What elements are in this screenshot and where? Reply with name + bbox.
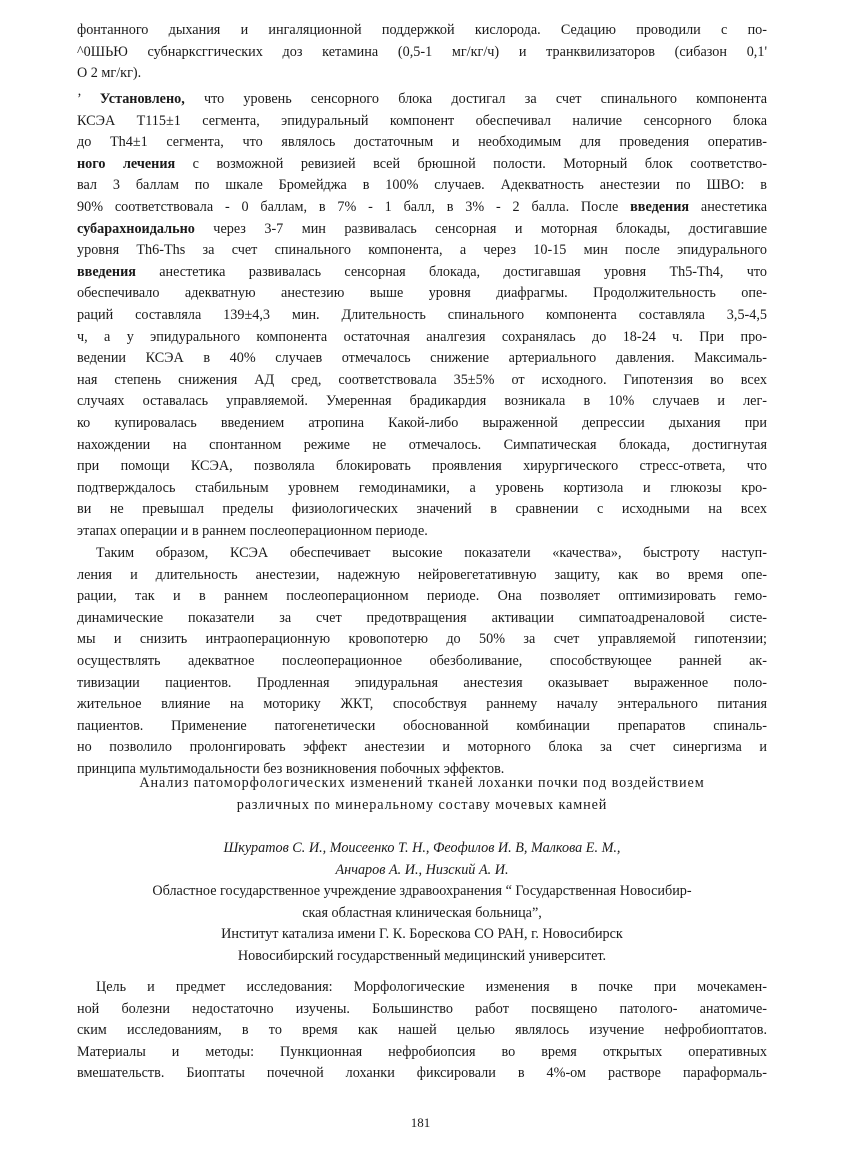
text-line: ’ Установлено, что уровень сенсорного блока достигал за счет спинального компонента [77, 91, 767, 107]
text-line: ного лечения с возможной ревизией всей брюшной полости. Моторный блок соответство- [77, 155, 767, 172]
text-line: ной болезни недостаточно изучены. Большинство работ посвящено патолого- анатомиче- [77, 1000, 767, 1017]
author-line: Анчаров А. И., Низский А. И. [335, 861, 509, 878]
text-line: подтверждалось стабильным уровнем гемодинамики, а уровень кортизола и глюкозы кро- [77, 479, 767, 496]
text-line: ная степень снижения АД сред, соответствовала 35±5% от исходного. Гипотензия во всех [77, 371, 767, 388]
author-line: Шкуратов С. И., Моисеенко Т. Н., Феофилов И. В, Малкова Е. М., [223, 840, 621, 856]
text-line: обеспечивало адекватную анестезию выше уровня диафрагмы. Продолжительность опе- [77, 285, 767, 302]
text-line: пациентов. Применение патогенетически обоснованной комбинации препаратов спиналь- [77, 717, 767, 734]
text-line: вал 3 баллам по шкале Бромейджа в 100% случаев. Адекватность анестезии по ШВО: в [77, 177, 767, 194]
text-line: ^0ШЬЮ субнаркcггических доз кетамина (0,5-1 мг/кг/ч) и транквилизаторов (сибазон 0,1' [77, 43, 767, 60]
affiliation-line: ская областная клиническая больница”, [302, 904, 542, 921]
text-line: Цель и предмет исследования: Морфологические изменения в почке при мочекамен- [96, 979, 767, 995]
text-line: этапах операции и в раннем послеоперационном периоде. [77, 522, 428, 539]
text-line: тивизации пациентов. Продленная эпидуральная анестезия оказывает выраженное поло- [77, 674, 767, 691]
conclusion-paragraph [77, 543, 767, 781]
bold-term: введения [630, 198, 690, 215]
text-line: ви не превышал пределы физиологических значений в сравнении с исходными на всех [77, 501, 767, 518]
text-line: рации, так и в раннем послеоперационном периоде. Она позволяет оптимизировать гемо- [77, 588, 767, 605]
article-authors [77, 838, 767, 881]
intro-paragraph [77, 20, 767, 85]
text-line: раций составляла 139±4,3 мин. Длительность спинального компонента составляла 3,5-4,5 [77, 306, 767, 323]
title-line: различных по минеральному составу мочевых камней [236, 796, 608, 813]
article-affiliations [77, 881, 767, 967]
text-line: Материалы и методы: Пункционная нефробиопсия во время открытых оперативных [77, 1043, 767, 1060]
text-line: ления и длительность анестезии, надежную нейровегетативную защиту, как во время опе- [77, 566, 767, 583]
text-line: уровня Th6-Ths за счет спинального компонента, а через 10-15 мин после эпидурального [77, 242, 767, 259]
text-line: до Th4±1 сегмента, что являлось достаточным и необходимым для проведения оператив- [77, 134, 767, 151]
affiliation-line: Новосибирский государственный медицинский университет. [237, 947, 607, 964]
text-line: принципа мультимодальности без возникновения побочных эффектов. [77, 760, 505, 777]
text-line: ским исследованиям, в то время как нашей целью являлось изучение нефробиоптатов. [77, 1022, 767, 1039]
affiliation-line: Областное государственное учреждение здравоохранения “ Государственная Новосибир- [152, 883, 692, 899]
page-number: 181 [410, 1115, 431, 1130]
text-line: 90% соответствовала - 0 баллам, в 7% - 1 балл, в 3% - 2 балла. После введения анестетика [77, 198, 768, 215]
title-line: Анализ патоморфологических изменений тканей лоханки почки под воздействием [139, 775, 705, 791]
text-line: ко купировалась введением атропина Какой-либо выраженной депрессии дыхания при [77, 414, 767, 431]
text-line: Таким образом, КСЭА обеспечивает высокие показатели «качества», быстроту наступ- [96, 545, 767, 561]
bold-term: субарахноидально [77, 220, 195, 237]
text-line: при помощи КСЭА, позволяла блокировать проявления хирургического стресс-ответа, что [77, 458, 767, 475]
article-title [77, 773, 767, 816]
bold-term: Установлено, [99, 91, 185, 107]
text-line: фонтанного дыхания и ингаляционной поддержкой кислорода. Седацию проводили с по- [77, 22, 767, 38]
text-line: ч, а у эпидурального компонента остаточная аналгезия сохранялась до 18-24 ч. При про- [77, 328, 767, 345]
text-line: динамические показатели за счет предотвращения активации симпатоадреналовой систе- [77, 609, 767, 626]
affiliation-line: Институт катализа имени Г. К. Борескова СО РАН, г. Новосибирск [221, 926, 623, 943]
text-line: осуществлять адекватное послеоперационное обезболивание, способствующее ранней ак- [77, 652, 767, 669]
text-line: нахождении на спонтанном режиме не отмечалось. Симпатическая блокада, достигнутая [77, 436, 767, 453]
text-line: случаях оставалась управляемой. Умеренная брадикардия возникала в 10% случаев и лег- [77, 393, 767, 410]
bold-term: введения [77, 263, 136, 280]
text-line: мы и снизить интраоперационную кровопотерю до 50% за счет управляемой гипотензии; [77, 631, 767, 648]
text-line: вмешательств. Биоптаты почечной лоханки фиксировали в 4%-ом растворе параформаль- [77, 1065, 767, 1082]
text-line: О 2 мг/кг). [77, 65, 142, 82]
bold-term: ного лечения [77, 155, 176, 172]
text-line: КСЭА Т115±1 сегмента, эпидуральный компонент обеспечивал наличие сенсорного блока [77, 112, 767, 129]
text-line: введения анестетика развивалась сенсорная блокада, достигавшая уровня Th5-Th4, что [77, 263, 767, 280]
text-line: ведении КСЭА в 40% случаев отмечалось снижение артериального давления. Максималь- [77, 350, 767, 367]
text-line: субарахноидально через 3-7 мин развивалась сенсорная и моторная блокады, достигавшие [77, 220, 767, 237]
results-paragraph [77, 89, 767, 542]
text-line: но позволило пролонгировать эффект анестезии и моторного блока за счет синергизма и [77, 739, 767, 756]
text-line: жительное влияние на моторику ЖКТ, способствуя раннему началу энтерального питания [77, 696, 767, 713]
article-body [77, 977, 767, 1085]
